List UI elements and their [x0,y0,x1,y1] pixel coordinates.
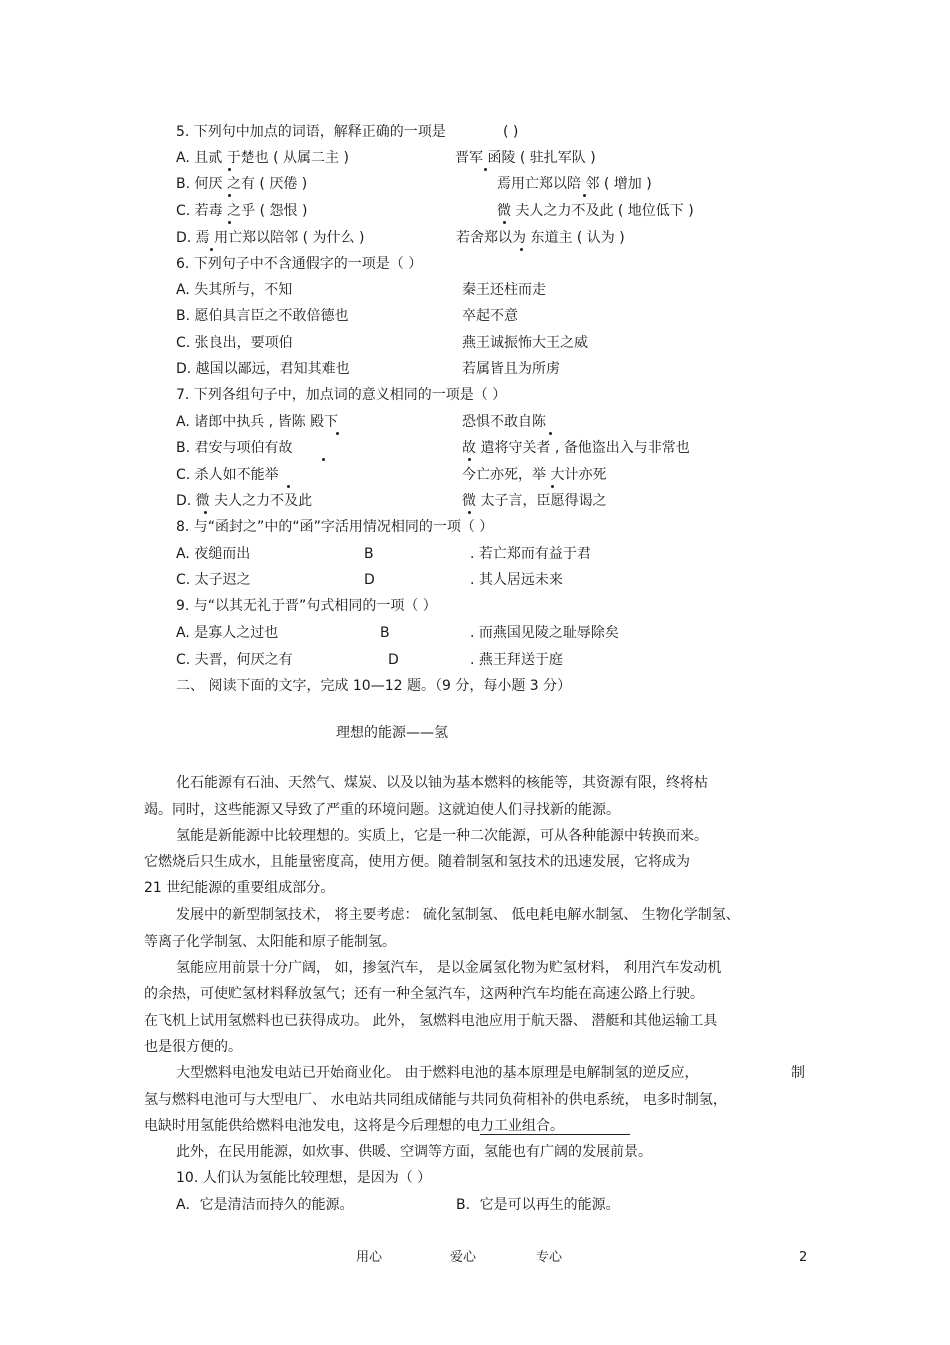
q6-option-a-left: A. 失其所与，不知 [176,282,293,298]
emphasis-dot [287,485,290,488]
q8-option-d-label: D [364,572,375,588]
q9-stem: 9. 与“以其无礼于晋”句式相同的一项（ ） [176,598,437,614]
emphasis-dot [484,168,487,171]
emphasis-dot [322,458,325,461]
q5-option-b-right: 焉用亡郑以陪 邻 ( 增加 ) [497,176,652,192]
q9-option-a: A. 是寡人之过也 [176,625,279,641]
q6-option-c-left: C. 张良出，要项伯 [176,335,293,351]
q5-answer-paren: ( ) [503,124,519,140]
emphasis-dot [204,511,207,514]
q6-option-d-right: 若属皆且为所虏 [462,361,560,377]
article-line: 也是很方便的。 [144,1039,242,1055]
emphasis-dot [551,485,554,488]
q5-option-d-right: 若舍郑以为 东道主 ( 认为 ) [456,230,625,246]
q6-option-d-left: D. 越国以鄙远，君知其难也 [176,361,350,377]
q7-stem: 7. 下列各组句子中，加点词的意义相同的一项是（ ） [176,387,507,403]
q9-option-d-label: D [388,652,399,668]
q7-option-c-right: 今亡亦死，举 大计亦死 [462,467,607,483]
q8-option-c: C. 太子迟之 [176,572,251,588]
q6-option-a-right: 秦王还柱而走 [462,282,546,298]
q9-option-b-text: . 而燕国见陵之耻辱除矣 [470,625,619,641]
underline [480,1134,630,1135]
q10-option-b: B．它是可以再生的能源。 [456,1197,620,1213]
emphasis-dot [520,248,523,251]
article-line: 电缺时用氢能供给燃料电池发电，这将是今后理想的电力工业组合。 [144,1118,564,1134]
article-line: 它燃烧后只生成水，且能量密度高，使用方便。随着制氢和氢技术的迅速发展，它将成为 [144,854,690,870]
q9-option-d-text: . 燕王拜送于庭 [470,652,563,668]
article-line: 竭。同时，这些能源又导致了严重的环境问题。这就迫使人们寻找新的能源。 [144,802,620,818]
page-number: 2 [799,1250,808,1265]
q6-option-b-right: 卒起不意 [462,308,518,324]
emphasis-dot [468,511,471,514]
q5-option-c-left: C. 若毒 之乎 ( 怨恨 ) [176,203,308,219]
q5-stem: 5. 下列句中加点的词语，解释正确的一项是 [176,124,446,140]
q5-option-d-left: D. 焉 用亡郑以陪邻 ( 为什么 ) [176,230,365,246]
footer-text: 用心 [356,1250,383,1265]
q6-option-b-left: B. 愿伯具言臣之不敢倍德也 [176,308,349,324]
article-line: 发展中的新型制氢技术， 将主要考虑： 硫化氢制氢、 低电耗电解水制氢、 生物化学制氢、 [176,907,740,923]
section-heading: 二、 阅读下面的文字，完成 10—12 题。（9 分，每小题 3 分） [176,678,572,694]
q7-option-a-left: A. 诸郎中执兵 , 皆陈 殿下 [176,414,339,430]
emphasis-dot [336,432,339,435]
article-line: 此外，在民用能源，如炊事、供暖、空调等方面，氢能也有广阔的发展前景。 [176,1144,652,1160]
q10-option-a: A．它是清洁而持久的能源。 [176,1197,354,1213]
emphasis-dot [468,458,471,461]
article-line: 等离子化学制氢、太阳能和原子能制氢。 [144,934,396,950]
q8-option-a: A. 夜缒而出 [176,546,251,562]
article-line: 氢能应用前景十分广阔， 如，掺氢汽车， 是以金属氢化物为贮氢材料， 利用汽车发动机 [176,960,722,976]
emphasis-dot [228,194,231,197]
article-line: 氢与燃料电池可与大型电厂、 水电站共同组成储能与共同负荷相补的供电系统， 电多时制氢， [144,1092,727,1108]
article-line: 在飞机上试用氢燃料也已获得成功。 此外， 氢燃料电池应用于航天器、 潜艇和其他运输工具 [144,1013,718,1029]
footer-text: 专心 [536,1250,563,1265]
q7-option-c-left: C. 杀人如不能举 [176,467,279,483]
emphasis-dot [583,194,586,197]
q10-stem: 10. 人们认为氢能比较理想，是因为（ ） [176,1170,432,1186]
article-line: 制 [791,1065,805,1081]
emphasis-dot [503,221,506,224]
q9-option-b-label: B [380,625,390,641]
q6-option-c-right: 燕王诚振怖大王之威 [462,335,588,351]
article-line: 大型燃料电池发电站已开始商业化。 由于燃料电池的基本原理是电解制氢的逆反应， [176,1065,699,1081]
q7-option-d-right: 微 太子言，臣愿得谒之 [462,493,607,509]
article-line: 的余热，可使贮氢材料释放氢气；还有一种全氢汽车，这两种汽车均能在高速公路上行驶。 [144,986,704,1002]
q5-option-a-left: A. 且贰 于楚也 ( 从属二主 ) [176,150,349,166]
q5-option-c-right: 微 夫人之力不及此 ( 地位低下 ) [497,203,694,219]
emphasis-dot [228,168,231,171]
emphasis-dot [549,432,552,435]
q5-option-b-left: B. 何厌 之有 ( 厌倦 ) [176,176,308,192]
q8-option-d-text: . 其人居远未来 [470,572,563,588]
q7-option-a-right: 恐惧不敢自陈 [462,414,546,430]
emphasis-dot [228,221,231,224]
article-line: 化石能源有石油、天然气、煤炭、以及以铀为基本燃料的核能等，其资源有限，终将枯 [176,775,708,791]
q7-option-b-left: B. 君安与项伯有故 [176,440,293,456]
article-line: 氢能是新能源中比较理想的。实质上，它是一种二次能源，可从各种能源中转换而来。 [176,828,708,844]
q8-option-b-label: B [364,546,374,562]
q7-option-b-right: 故 遣将守关者 , 备他盗出入与非常也 [462,440,690,456]
q7-option-d-left: D. 微 夫人之力不及此 [176,493,313,509]
emphasis-dot [210,248,213,251]
article-line: 21 世纪能源的重要组成部分。 [144,880,335,896]
article-title: 理想的能源——氢 [336,725,448,741]
q5-option-a-right: 晋军 函陵 ( 驻扎军队 ) [455,150,596,166]
q8-option-b-text: . 若亡郑而有益于君 [470,546,591,562]
footer-text: 爱心 [450,1250,477,1265]
q6-stem: 6. 下列句子中不含通假字的一项是（ ） [176,256,423,272]
q8-stem: 8. 与“函封之”中的“函”字活用情况相同的一项（ ） [176,519,494,535]
q9-option-c: C. 夫晋，何厌之有 [176,652,293,668]
